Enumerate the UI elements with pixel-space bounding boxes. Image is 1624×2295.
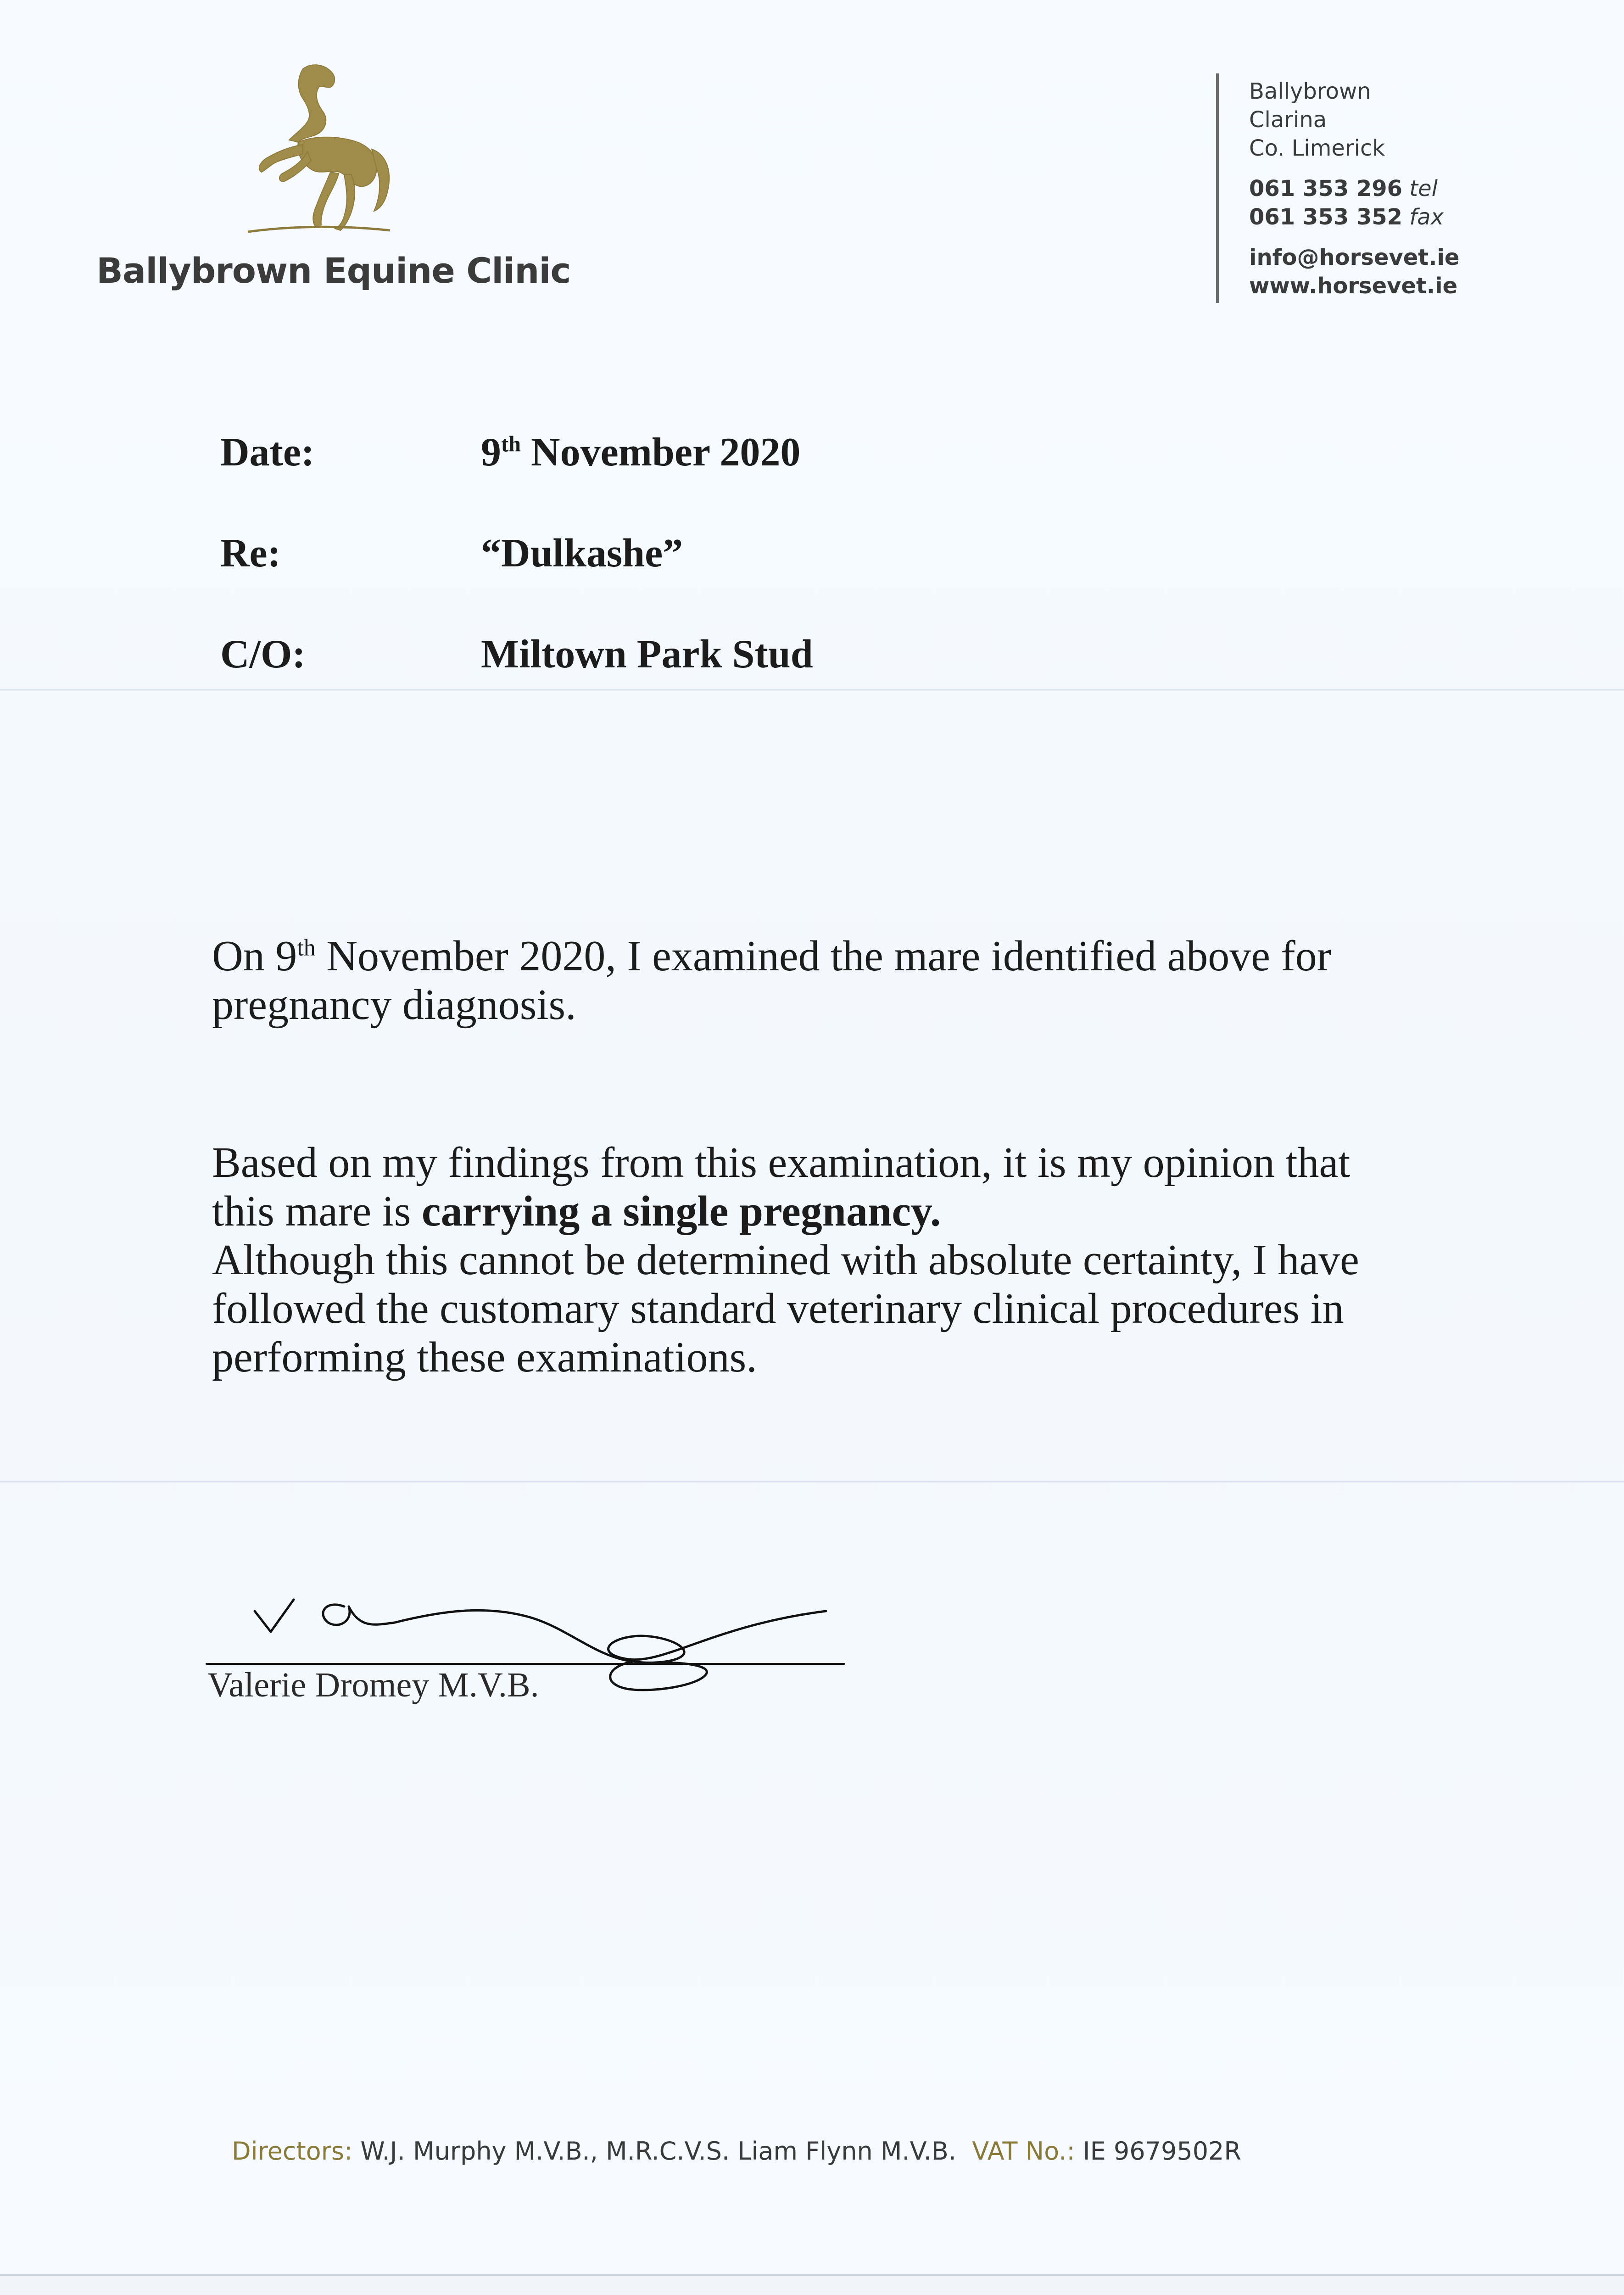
text-run: On 9 [212,932,297,980]
signatory-name: Valerie Dromey M.V.B. [207,1666,539,1704]
paragraph-line: performing these examinations. [212,1333,757,1381]
address-line: Clarina [1249,107,1327,133]
co-label: C/O: [220,632,306,677]
phone-line [1249,174,1459,203]
fax-number: 061 353 352 [1249,204,1403,230]
phone-number: 061 353 296 [1249,176,1403,202]
letter-footer [232,2137,1241,2166]
clinic-address-block [1249,77,1459,300]
paragraph-opinion [212,1138,1396,1382]
website-url: www.horsevet.ie [1249,273,1458,299]
diagnosis-result: carrying a single pregnancy. [421,1187,941,1235]
re-value: “Dulkashe” [481,531,683,576]
paragraph-line [212,932,1396,980]
paper-fold-line [0,1480,1624,1483]
vat-number: IE 9679502R [1075,2137,1241,2166]
rearing-horse-logo-icon [234,60,399,239]
paragraph-line [212,1187,1396,1236]
date-month-year: November 2020 [531,430,801,475]
text-run: this mare is [212,1187,422,1235]
paragraph-line: pregnancy diagnosis. [212,981,576,1029]
vat-label: VAT No.: [972,2137,1075,2166]
re-label: Re: [220,531,281,576]
date-day: 9 [481,430,501,475]
directors-list: W.J. Murphy M.V.B., M.R.C.V.S. Liam Flynn M.V.B. [352,2137,956,2166]
paragraph-line: followed the customary standard veterinary clinical procedures in [212,1285,1344,1332]
date-value [481,429,800,476]
ordinal: th [297,935,316,961]
address-divider [1216,73,1219,303]
fax-unit: fax [1409,204,1444,230]
fax-line [1249,203,1459,231]
clinic-name: Ballybrown Equine Clinic [96,250,571,291]
directors-label: Directors: [232,2137,353,2166]
date-label: Date: [220,430,315,475]
paragraph-line: Although this cannot be determined with absolute certainty, I have [212,1236,1359,1284]
phone-unit: tel [1409,176,1438,202]
paper-fold-line [0,688,1624,691]
co-value: Miltown Park Stud [481,632,813,677]
address-line: Ballybrown [1249,78,1371,104]
address-line: Co. Limerick [1249,135,1385,161]
paragraph-examination [212,932,1396,1029]
paragraph-line: Based on my findings from this examination, it is my opinion that [212,1139,1351,1187]
date-ordinal: th [501,432,521,457]
email-address: info@horsevet.ie [1249,245,1460,270]
paper-bottom-edge [0,2274,1624,2295]
text-run: November 2020, I examined the mare identified above for [315,932,1332,980]
